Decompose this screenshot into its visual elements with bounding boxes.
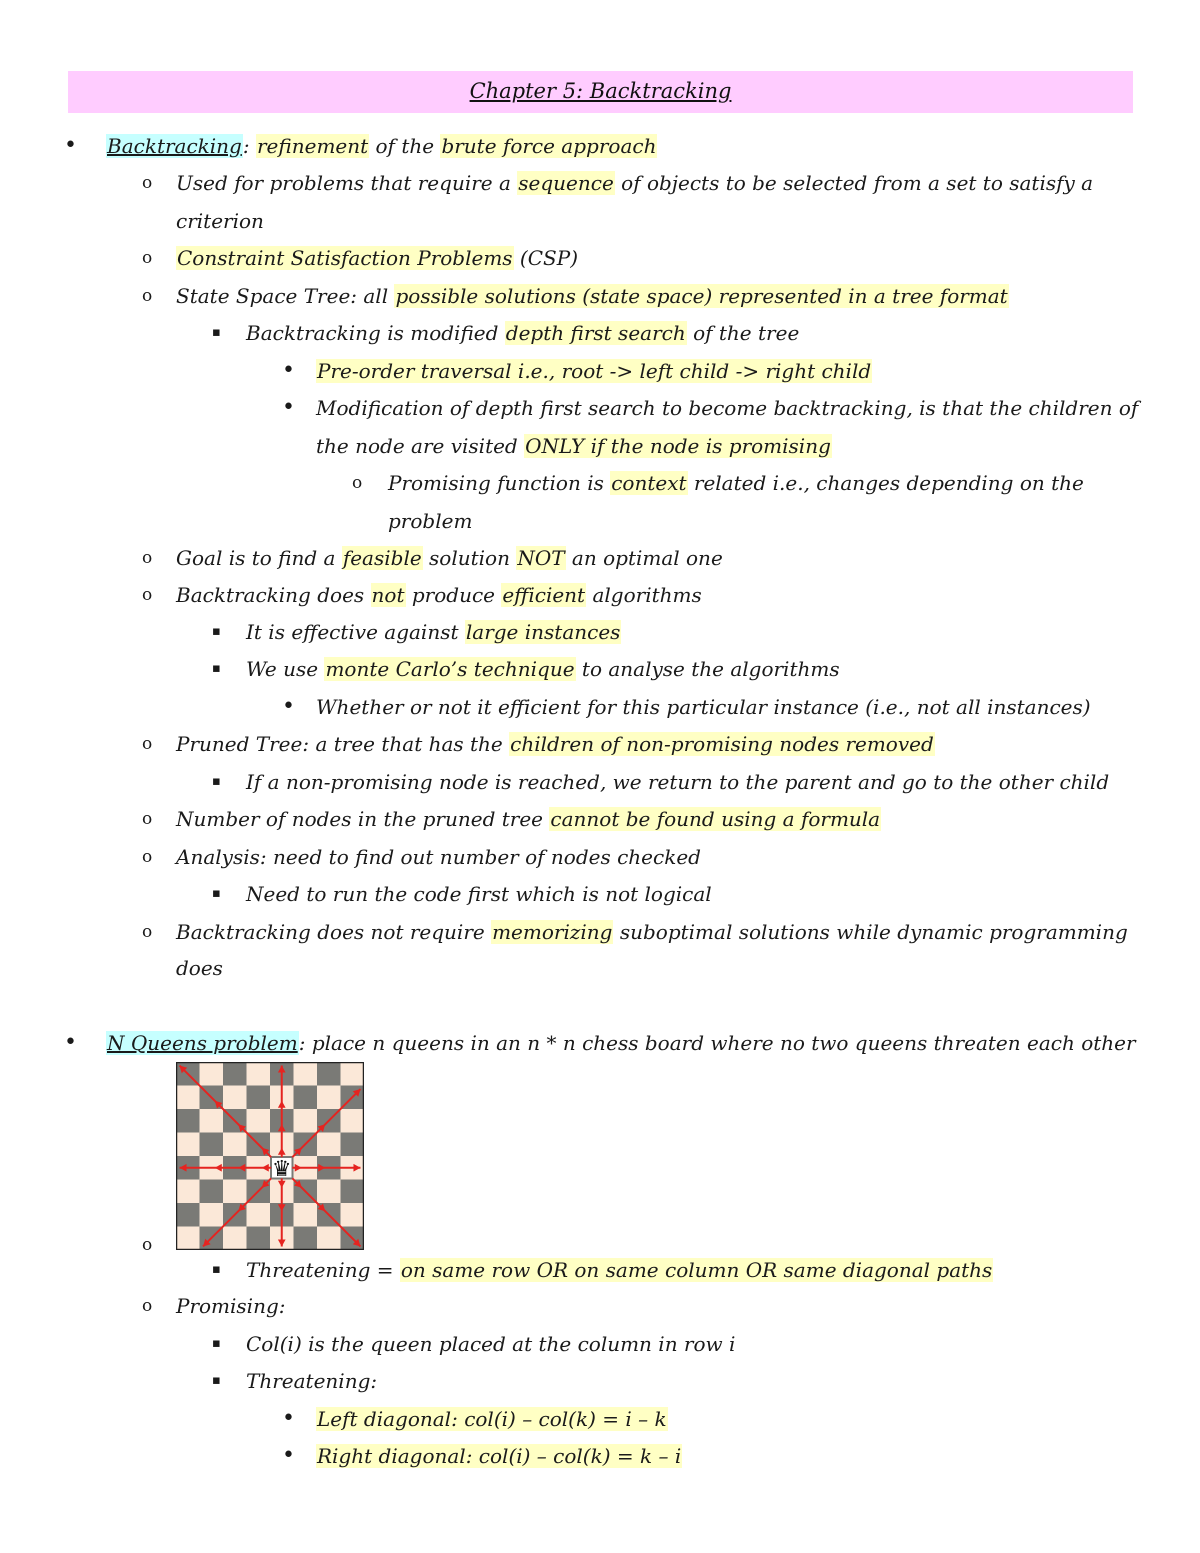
board-square [247, 1227, 271, 1251]
bullet-disc: • [282, 1443, 295, 1468]
text: Left diagonal [317, 1407, 452, 1431]
text: of objects to be selected from a set to satisfy a [614, 171, 1094, 195]
highlight: memorizing [492, 920, 613, 944]
bullet-square: ▪ [212, 1336, 221, 1351]
text: to analyse the algorithms [575, 657, 840, 681]
line-monte-carlo [246, 655, 840, 683]
text: Backtracking does [176, 583, 371, 607]
board-square [317, 1227, 341, 1251]
text: the node are visited [316, 434, 525, 458]
queen-icon: ♛ [271, 1156, 292, 1182]
highlight: possible solutions (state space) represented in a tree format [395, 284, 1008, 308]
line-csp [176, 244, 578, 272]
board-square [200, 1133, 224, 1157]
board-square [294, 1062, 318, 1086]
highlight: on same row OR on same column OR same diagonal paths [400, 1258, 993, 1282]
page-title: Chapter 5: Backtracking [469, 79, 732, 103]
line-analysis: Analysis: need to find out number of nodes checked [176, 845, 701, 869]
board-square [176, 1180, 200, 1204]
highlight [316, 1444, 682, 1468]
text: of the [369, 134, 441, 158]
text: Goal is to find a [176, 546, 342, 570]
line-sequence [176, 169, 1093, 197]
board-square [223, 1227, 247, 1251]
board-square [341, 1203, 365, 1227]
line-does: does [176, 956, 223, 980]
line-goal [176, 544, 723, 572]
bullet-disc: • [282, 694, 295, 719]
board-square [176, 1203, 200, 1227]
text: : col(i) – col(k) = i – k [451, 1407, 667, 1431]
line-return-to-parent: If a non-promising node is reached, we return to the parent and go to the other child [246, 770, 1110, 794]
line-threatening-def [246, 1256, 993, 1284]
bullet-circle: o [142, 847, 153, 867]
board-square [200, 1062, 224, 1086]
line-large-instances [246, 618, 621, 646]
bullet-square: ▪ [212, 1373, 221, 1388]
line-problem: problem [388, 509, 473, 533]
term-backtracking: Backtracking [107, 134, 242, 158]
board-square [294, 1086, 318, 1110]
line-right-diagonal [316, 1442, 682, 1470]
highlight: refinement [256, 134, 369, 158]
bullet-circle: o [142, 585, 153, 605]
bullet-disc: • [282, 395, 295, 420]
line-not-efficient [176, 581, 702, 609]
highlight: sequence [518, 171, 614, 195]
line-pruned-tree [176, 730, 935, 758]
text: (CSP) [513, 246, 579, 270]
board-square [294, 1203, 318, 1227]
highlight: brute force approach [441, 134, 657, 158]
board-square [341, 1062, 365, 1086]
line-col-i: Col(i) is the queen placed at the column in row i [246, 1332, 736, 1356]
board-square [200, 1180, 224, 1204]
text: an optimal one [565, 546, 723, 570]
board-square [341, 1180, 365, 1204]
board-square [223, 1062, 247, 1086]
text: State Space Tree: all [176, 284, 395, 308]
bullet-circle: o [142, 922, 153, 942]
bullet-circle: o [142, 286, 153, 306]
highlight: large instances [465, 620, 621, 644]
bullet-disc: • [64, 133, 77, 158]
title-banner [68, 71, 1133, 113]
highlight: Constraint Satisfaction Problems [177, 246, 513, 270]
line-promising-function [388, 469, 1084, 497]
bullet-circle: o [142, 173, 153, 193]
highlight: cannot be found using a formula [550, 807, 881, 831]
board-square [317, 1062, 341, 1086]
bullet-square: ▪ [212, 886, 221, 901]
board-square [176, 1227, 200, 1251]
bullet-circle: o [352, 473, 363, 493]
highlight: ONLY if the node is promising [525, 434, 831, 458]
text: Backtracking does not require [176, 920, 492, 944]
text: algorithms [586, 583, 702, 607]
board-square [317, 1133, 341, 1157]
line-particular-instance: Whether or not it efficient for this particular instance (i.e., not all instances) [316, 695, 1091, 719]
text: Promising function is [388, 471, 611, 495]
board-square [341, 1133, 365, 1157]
text: Threatening = [246, 1258, 400, 1282]
line-run-code: Need to run the code first which is not logical [246, 882, 712, 906]
line-memorizing [176, 918, 1128, 946]
highlight: Pre-order traversal i.e., root -> left child -> right child [317, 359, 872, 383]
line-modification: Modification of depth first search to become backtracking, is that the children of [316, 396, 1139, 420]
highlight: efficient [502, 583, 586, 607]
colon: : [298, 1031, 306, 1055]
bullet-circle: o [142, 734, 153, 754]
highlight: feasible [342, 546, 422, 570]
board-square [200, 1203, 224, 1227]
bullet-square: ▪ [212, 1262, 221, 1277]
board-square [176, 1086, 200, 1110]
line-threatening: Threatening: [246, 1369, 378, 1393]
bullet-square: ▪ [212, 624, 221, 639]
board-square [176, 1109, 200, 1133]
highlight [316, 1407, 668, 1431]
board-square [341, 1109, 365, 1133]
highlight: context [611, 471, 687, 495]
n-queens-definition [106, 1029, 1136, 1057]
text: produce [405, 583, 502, 607]
text: related i.e., changes depending on the [687, 471, 1084, 495]
board-square [317, 1086, 341, 1110]
board-square [200, 1109, 224, 1133]
bullet-square: ▪ [212, 325, 221, 340]
line-preorder [316, 357, 872, 385]
text: Backtracking is modified [246, 321, 505, 345]
bullet-circle: o [142, 1235, 153, 1255]
text: solution [422, 546, 517, 570]
colon: : [242, 134, 250, 158]
text: Right diagonal [317, 1444, 466, 1468]
text: It is effective against [246, 620, 465, 644]
bullet-disc: • [282, 1406, 295, 1431]
term-n-queens: N Queens problem [107, 1031, 298, 1055]
chessboard-diagram [176, 1062, 364, 1250]
line-state-space-tree [176, 282, 1009, 310]
bullet-circle: o [142, 1296, 153, 1316]
highlight: NOT [517, 546, 565, 570]
board-square [294, 1109, 318, 1133]
text: suboptimal solutions while dynamic programming [613, 920, 1128, 944]
board-square [247, 1203, 271, 1227]
text: We use [246, 657, 325, 681]
bullet-square: ▪ [212, 774, 221, 789]
line-node-visited [316, 432, 832, 460]
text: place n queens in an n * n chess board where no two queens threaten each other [305, 1031, 1136, 1055]
text: Pruned Tree: a tree that has the [176, 732, 510, 756]
bullet-circle: o [142, 809, 153, 829]
bullet-disc: • [64, 1030, 77, 1055]
highlight: children of non-promising nodes removed [510, 732, 934, 756]
board-square [223, 1180, 247, 1204]
text: : col(i) – col(k) = k – i [465, 1444, 682, 1468]
line-promising: Promising: [176, 1294, 286, 1318]
line-criterion: criterion [176, 209, 264, 233]
text: of the tree [686, 321, 800, 345]
board-square [176, 1133, 200, 1157]
board-square [294, 1227, 318, 1251]
board-square [247, 1086, 271, 1110]
bullet-circle: o [142, 548, 153, 568]
line-modified-dfs [246, 319, 799, 347]
line-left-diagonal [316, 1405, 668, 1433]
board-square [247, 1062, 271, 1086]
text: Used for problems that require a [176, 171, 518, 195]
board-square [317, 1180, 341, 1204]
bullet-disc: • [282, 358, 295, 383]
board-square [223, 1133, 247, 1157]
board-square [223, 1086, 247, 1110]
board-square [247, 1109, 271, 1133]
highlight: monte Carlo’s technique [325, 657, 575, 681]
line-number-of-nodes [176, 805, 881, 833]
backtracking-definition [106, 132, 657, 160]
text: Number of nodes in the pruned tree [176, 807, 550, 831]
highlight: not [371, 583, 405, 607]
bullet-square: ▪ [212, 661, 221, 676]
highlight: depth first search [505, 321, 686, 345]
bullet-circle: o [142, 248, 153, 268]
